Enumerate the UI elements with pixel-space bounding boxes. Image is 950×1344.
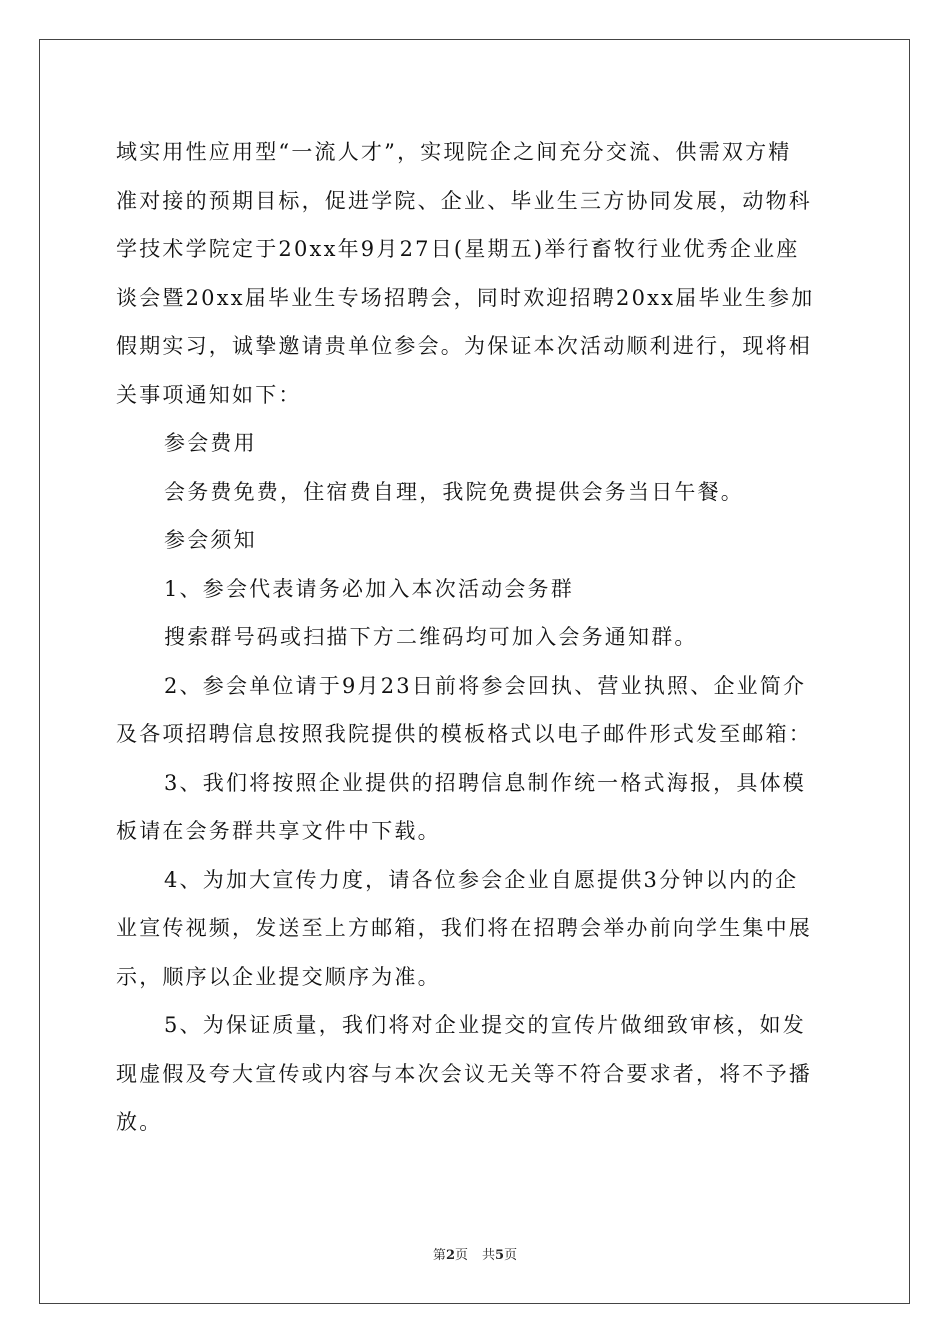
page-number-prefix: 第	[432, 1248, 446, 1263]
page-footer	[0, 1247, 950, 1265]
text-line: 搜索群号码或扫描下方二维码均可加入会务通知群。	[164, 625, 698, 649]
page-total-suffix: 页	[504, 1248, 518, 1263]
text-line: 2、参会单位请于9月23日前将参会回执、营业执照、企业简介	[164, 673, 807, 698]
text-line: 板请在会务群共享文件中下载。	[116, 819, 441, 843]
text-line: 及各项招聘信息按照我院提供的模板格式以电子邮件形式发至邮箱：	[116, 722, 812, 746]
text-line: 域实用性应用型“一流人才”，实现院企之间充分交流、供需双方精	[116, 140, 792, 164]
text-line: 现虚假及夸大宣传或内容与本次会议无关等不符合要求者，将不予播	[116, 1061, 812, 1086]
text-line: 参会费用	[164, 431, 257, 455]
text-line: 3、我们将按照企业提供的招聘信息制作统一格式海报，具体模	[164, 770, 806, 795]
text-line: 1、参会代表请务必加入本次活动会务群	[164, 576, 574, 601]
text-line: 会务费免费，住宿费自理，我院免费提供会务当日午餐。	[164, 479, 744, 504]
text-line: 参会须知	[164, 528, 257, 552]
text-line: 谈会暨20xx届毕业生专场招聘会，同时欢迎招聘20xx届毕业生参加	[116, 285, 815, 310]
text-line: 5、为保证质量，我们将对企业提交的宣传片做细致审核，如发	[164, 1013, 806, 1037]
text-line: 4、为加大宣传力度，请各位参会企业自愿提供3分钟以内的企	[164, 867, 799, 892]
text-line: 学技术学院定于20xx年9月27日(星期五)举行畜牧行业优秀企业座	[116, 237, 800, 261]
page-total-count: 5	[495, 1248, 505, 1263]
page-number-suffix: 页	[454, 1248, 468, 1263]
text-line: 示，顺序以企业提交顺序为准。	[116, 964, 441, 989]
text-line: 假期实习，诚挚邀请贵单位参会。为保证本次活动顺利进行，现将相	[116, 334, 812, 358]
text-line: 准对接的预期目标，促进学院、企业、毕业生三方协同发展，动物科	[116, 188, 812, 213]
page-number-current: 2	[445, 1248, 455, 1263]
text-line: 关事项通知如下：	[116, 382, 302, 407]
text-line: 放。	[116, 1110, 163, 1134]
text-line: 业宣传视频，发送至上方邮箱，我们将在招聘会举办前向学生集中展	[116, 916, 812, 940]
document-body	[116, 128, 836, 1147]
page-total-prefix: 共	[482, 1248, 496, 1263]
